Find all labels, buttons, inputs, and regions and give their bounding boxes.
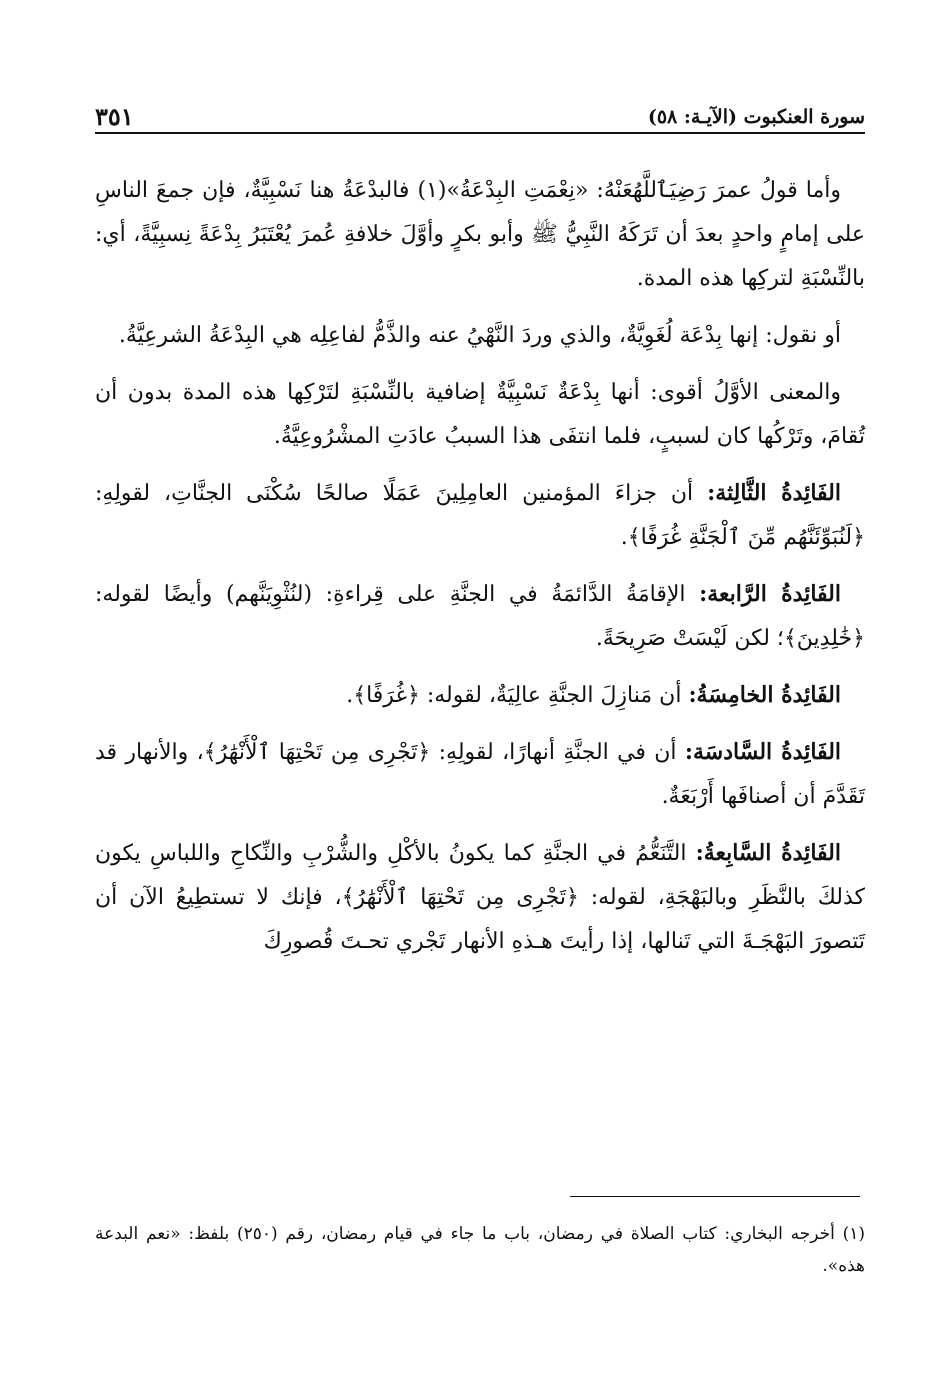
paragraph [95, 471, 865, 560]
footnote: (١) أخرجه البخاري: كتاب الصلاة في رمضان، باب ما جاء في قيام رمضان، رقم (٢٥٠) بلفظ: «نعم البدعة هذه». [95, 1224, 866, 1276]
paragraph [95, 673, 865, 718]
running-title: سورة العنكبوت (الآيـة: ٥٨) [647, 106, 865, 128]
benefit-heading: الفَائِدةُ الخامِسَةُ: [688, 682, 841, 708]
page-number: ٣٥١ [95, 102, 134, 131]
page-header [95, 92, 865, 132]
paragraph-text: أن في الجنَّةِ أنهارًا، لقولِهِ: ﴿تَجْرِى مِن تَحْتِهَا ٱلْأَنْهَٰرُ﴾، والأنهار قد تَقَدَّمَ أن أصنافَها أَرْبَعَةٌ. [95, 740, 865, 809]
paragraph-text: التَّنَعُّمُ في الجنَّةِ كما يكونُ بالأكْلِ والشُّرْبِ والنِّكاحِ واللباسِ يكون كذلكَ بالنَّظَرِ وبالبَهْجَةِ، لقوله: ﴿تَجْرِى مِن تَحْتِهَا ٱلْأَنْهَٰرُ﴾، فإنك لا تستطِيعُ الآن أن تَتصورَ البَهْجَـةَ التي تَنالها، إذا رأيتَ هـذهِ الأنهار تَجْري تحـتَ قُصورِكَ [95, 841, 865, 954]
footnote-rule [570, 1196, 860, 1197]
benefit-heading: الفَائِدةُ السَّابِعةُ: [695, 840, 841, 866]
main-text [95, 168, 865, 976]
paragraph-text: أن مَنازِلَ الجنَّةِ عالِيَةٌ، لقوله: ﴿غُرَفًا﴾. [346, 683, 689, 708]
benefit-heading: الفَائِدةُ السَّادسَة: [684, 739, 842, 765]
paragraph-text: أن جزاءَ المؤمنين العامِلِينَ عَمَلًا صالحًا سُكْنَى الجنَّاتِ، لقولِهِ: ﴿لَنُبَوِّئَنَّهُم مِّنَ ٱلْجَنَّةِ غُرَفًا﴾. [95, 481, 865, 550]
paragraph [95, 730, 865, 819]
header-rule [95, 132, 865, 134]
benefit-heading: الفَائِدةُ الرَّابعة: [699, 581, 841, 607]
paragraph-text: والمعنى الأوَّلُ أقوى: أنها بِدْعَةٌ نَسْبِيَّةٌ إضافية بالنِّسْبَةِ لتَرْكِها هذه المدة بدون أن تُقامَ، وتَرْكُها كان لسببٍ، فلما انتفَى هذا السببُ عادَتِ المشْرُوعِيَّةُ. [95, 380, 865, 449]
paragraph [95, 313, 865, 358]
paragraph [95, 370, 865, 459]
benefit-heading: الفَائِدةُ الثَّالِثة: [707, 480, 842, 506]
paragraph [95, 831, 865, 964]
paragraph [95, 168, 865, 301]
paragraph [95, 572, 865, 661]
paragraph-text: وأما قولُ عمرَ رَضِيَٱللَّهُعَنْهُ: «نِعْمَتِ البِدْعَةُ»(١) فالبدْعَةُ هنا نَسْبِيَّةٌ، فإن جمعَ الناسِ على إمامٍ واحدٍ بعدَ أن تَرَكَهُ النَّبِيُّ ﷺ وأبو بكرٍ وأوَّلَ خلافةِ عُمرَ يُعْتَبَرُ بِدْعَةً نِسبِيَّةً، أي: بالنِّسْبَةِ لتركِها هذه المدة. [95, 178, 865, 291]
paragraph-text: أو نقول: إنها بِدْعَة لُغَوِيَّةٌ، والذي وردَ النَّهْيُ عنه والذَّمُّ لفاعِلِه هي البِدْعَةُ الشرعِيَّةُ. [118, 323, 841, 348]
paragraph-text: الإقامَةُ الدَّائمَةُ في الجنَّةِ على قِراءةِ: (لنُثْوِيَنَّهم) وأيضًا لقوله: ﴿خَٰلِدِينَ﴾؛ لكن لَيْسَتْ صَرِيحَةً. [95, 582, 865, 651]
